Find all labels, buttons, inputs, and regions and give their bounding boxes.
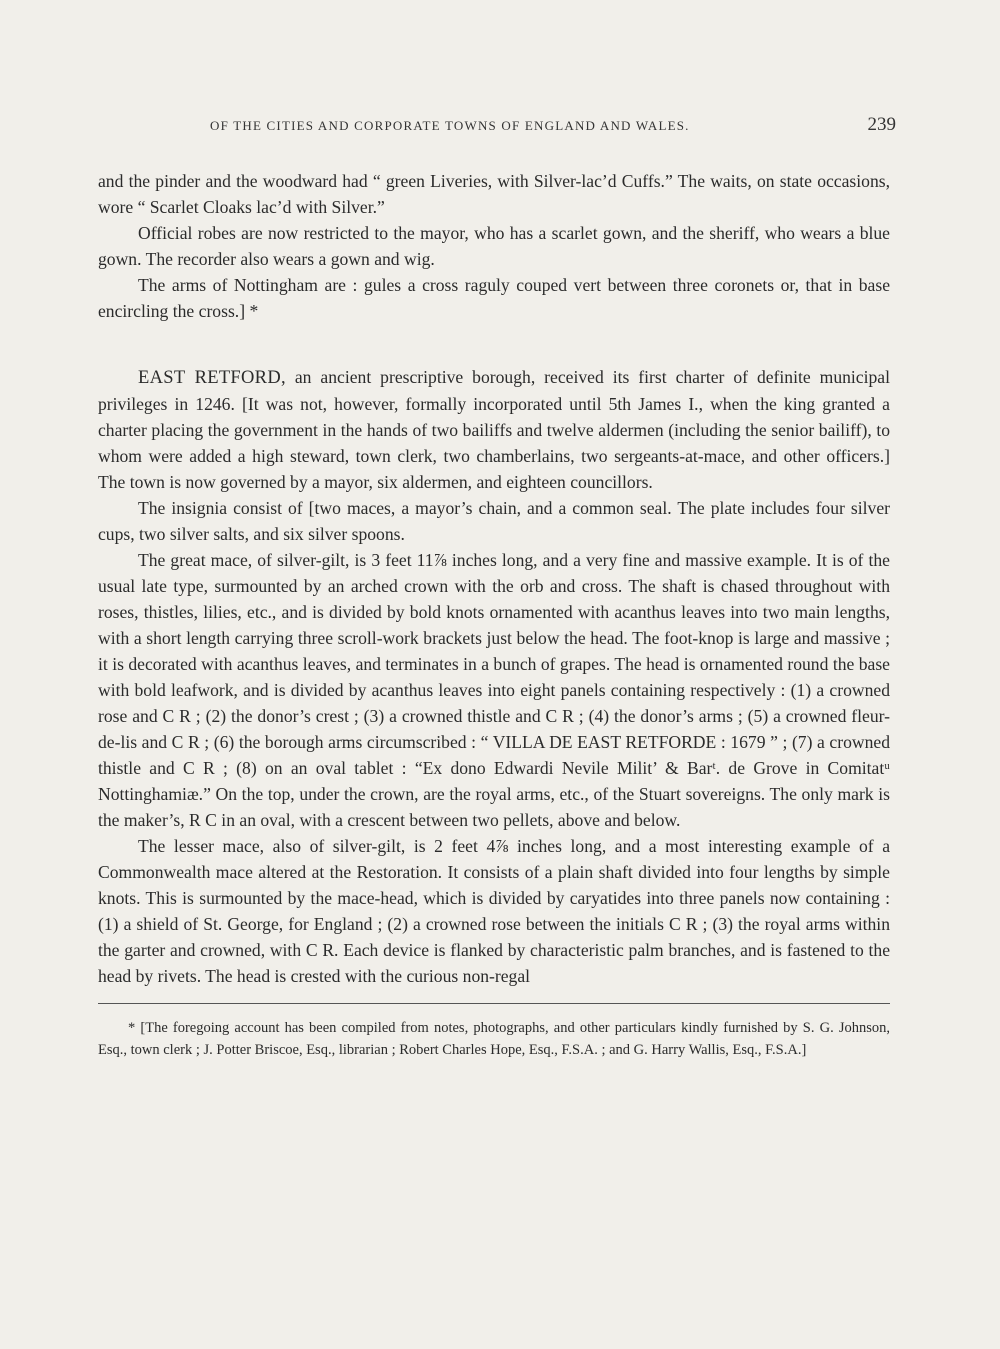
paragraph-text: an ancient prescriptive borough, received its first charter of definite municipal privileges in 1246. [It was not, however, formally incorporated until 5th James I., when the king granted a charter placing the government in the hands of two bailiffs and twelve aldermen (including the senior bailiff), to whom were added a high steward, town clerk, two chamberlains, two sergeants-at-mace, and other officers.] The town is now governed by a mayor, six aldermen, and eighteen councillors. bbox=[98, 367, 890, 492]
paragraph: The lesser mace, also of silver-gilt, is 2 feet 4⅞ inches long, and a most interesting example of a Commonwealth mace altered at the Restoration. It consists of a plain shaft divided into four lengths by simple knots. This is surmounted by the mace-head, which is divided by caryatides into three panels now containing : (1) a shield of St. George, for England ; (2) a crowned rose between the initials C R ; (3) the royal arms within the garter and crowned, with C R. Each device is flanked by characteristic palm branches, and is fastened to the head by rivets. The head is crested with the curious non-regal bbox=[98, 836, 890, 986]
paragraph: and the pinder and the woodward had “ green Liveries, with Silver-lac’d Cuffs.” The waits, on state occasions, wore “ Scarlet Cloaks lac’d with Silver.” bbox=[98, 171, 890, 217]
paragraph: The great mace, of silver-gilt, is 3 feet 11⅞ inches long, and a very fine and massive example. It is of the usual late type, surmounted by an arched crown with the orb and cross. The shaft is chased throughout with roses, thistles, lilies, etc., and is divided by bold knots ornamented with acanthus leaves into two main lengths, with a short length carrying three scroll-work brackets just below the head. The foot-knop is large and massive ; it is decorated with acanthus leaves, and terminates in a bunch of grapes. The head is ornamented round the base with bold leafwork, and is divided by acanthus leaves into eight panels containing respectively : (1) a crowned rose and C R ; (2) the donor’s crest ; (3) a crowned thistle and C R ; (4) the donor’s arms ; (5) a crowned fleur-de-lis and C R ; (6) the borough arms circumscribed : “ VILLA DE EAST RETFORDE : 1679 ” ; (7) a crowned thistle and C R ; (8) on an oval tablet : “Ex dono Edwardi Nevile Milit’ & Barᵗ. de Grove in Comitatᵘ Nottinghamiæ.” On the top, under the crown, are the royal arms, etc., of the Stuart sovereigns. The only mark is the maker’s, R C in an oval, with a crescent between two pellets, above and below. bbox=[98, 550, 890, 830]
body-text bbox=[98, 168, 890, 989]
footnote: * [The foregoing account has been compiled from notes, photographs, and other particulars kindly furnished by S. G. Johnson, Esq., town clerk ; J. Potter Briscoe, Esq., librarian ; Robert Charles Hope, Esq., F.S.A. ; and G. Harry Wallis, Esq., F.S.A.] bbox=[98, 1020, 890, 1058]
running-head: OF THE CITIES AND CORPORATE TOWNS OF ENGLAND AND WALES. bbox=[210, 118, 690, 133]
section-lead-in: EAST RETFORD, bbox=[138, 368, 286, 388]
book-page bbox=[98, 112, 896, 1076]
section-paragraph bbox=[98, 364, 890, 495]
paragraph: The arms of Nottingham are : gules a cross raguly couped vert between three coronets or, that in base encircling the cross.] * bbox=[98, 275, 890, 321]
paragraph: The insignia consist of [two maces, a mayor’s chain, and a common seal. The plate includes four silver cups, two silver salts, and six silver spoons. bbox=[98, 498, 890, 544]
page-number: 239 bbox=[867, 114, 896, 135]
paragraph: Official robes are now restricted to the mayor, who has a scarlet gown, and the sheriff, who wears a blue gown. The recorder also wears a gown and wig. bbox=[98, 223, 890, 269]
page-header bbox=[98, 112, 896, 142]
footnote-rule bbox=[98, 1003, 890, 1004]
